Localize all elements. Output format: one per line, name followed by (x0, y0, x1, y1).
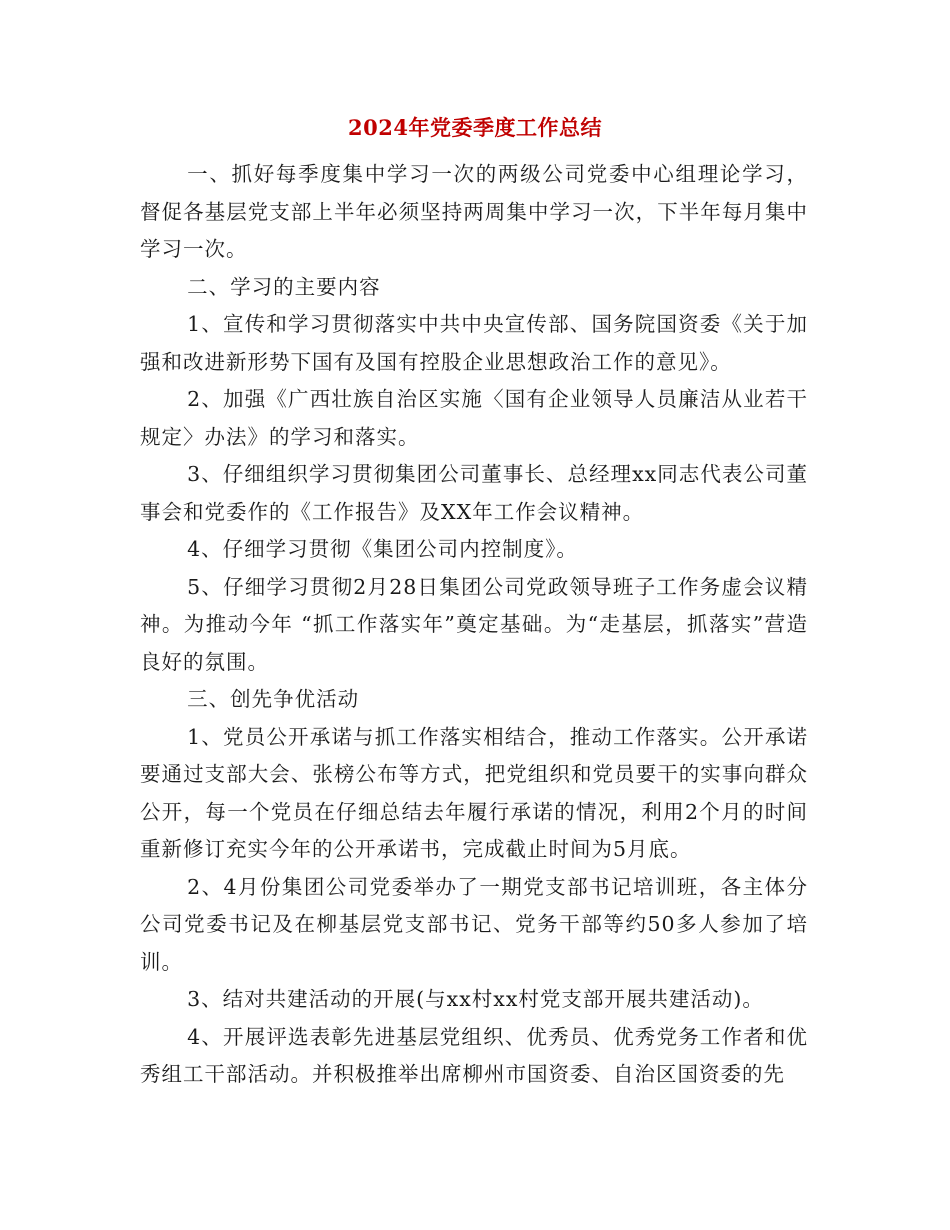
paragraph: 2、4月份集团公司党委举办了一期党支部书记培训班，各主体分公司党委书记及在柳基层党支部书记、党务干部等约50多人参加了培训。 (140, 874, 808, 974)
document-title: 2024年党委季度工作总结 (348, 115, 602, 140)
paragraph: 3、结对共建活动的开展(与xx村xx村党支部开展共建活动)。 (187, 987, 764, 1011)
paragraph: 4、仔细学习贯彻《集团公司内控制度》。 (187, 537, 578, 561)
paragraph: 1、党员公开承诺与抓工作落实相结合，推动工作落实。公开承诺要通过支部大会、张榜公布等方式，把党组织和党员要干的实事向群众公开，每一个党员在仔细总结去年履行承诺的情况，利用2个月的时间重新修订充实今年的公开承诺书，完成截止时间为5月底。 (140, 724, 808, 861)
paragraph: 1、宣传和学习贯彻落实中共中央宣传部、国务院国资委《关于加强和改进新形势下国有及国有控股企业思想政治工作的意见》。 (140, 312, 808, 374)
paragraph: 一、抓好每季度集中学习一次的两级公司党委中心组理论学习，督促各基层党支部上半年必须坚持两周集中学习一次，下半年每月集中学习一次。 (140, 162, 808, 261)
paragraph: 3、仔细组织学习贯彻集团公司董事长、总经理xx同志代表公司董事会和党委作的《工作报告》及XX年工作会议精神。 (140, 462, 808, 524)
paragraph: 4、开展评选表彰先进基层党组织、优秀员、优秀党务工作者和优秀组工干部活动。并积极推举出席柳州市国资委、自治区国资委的先 (140, 1024, 808, 1086)
section-heading: 三、创先争优活动 (187, 687, 360, 711)
paragraph: 5、仔细学习贯彻2月28日集团公司党政领导班子工作务虚会议精神。为推动今年 “抓工作落实年”奠定基础。为“走基层，抓落实”营造良好的氛围。 (140, 574, 808, 674)
paragraph: 2、加强《广西壮族自治区实施〈国有企业领导人员廉洁从业若干规定〉办法》的学习和落实。 (140, 387, 808, 449)
document-body (140, 156, 808, 1094)
section-heading: 二、学习的主要内容 (187, 274, 381, 299)
